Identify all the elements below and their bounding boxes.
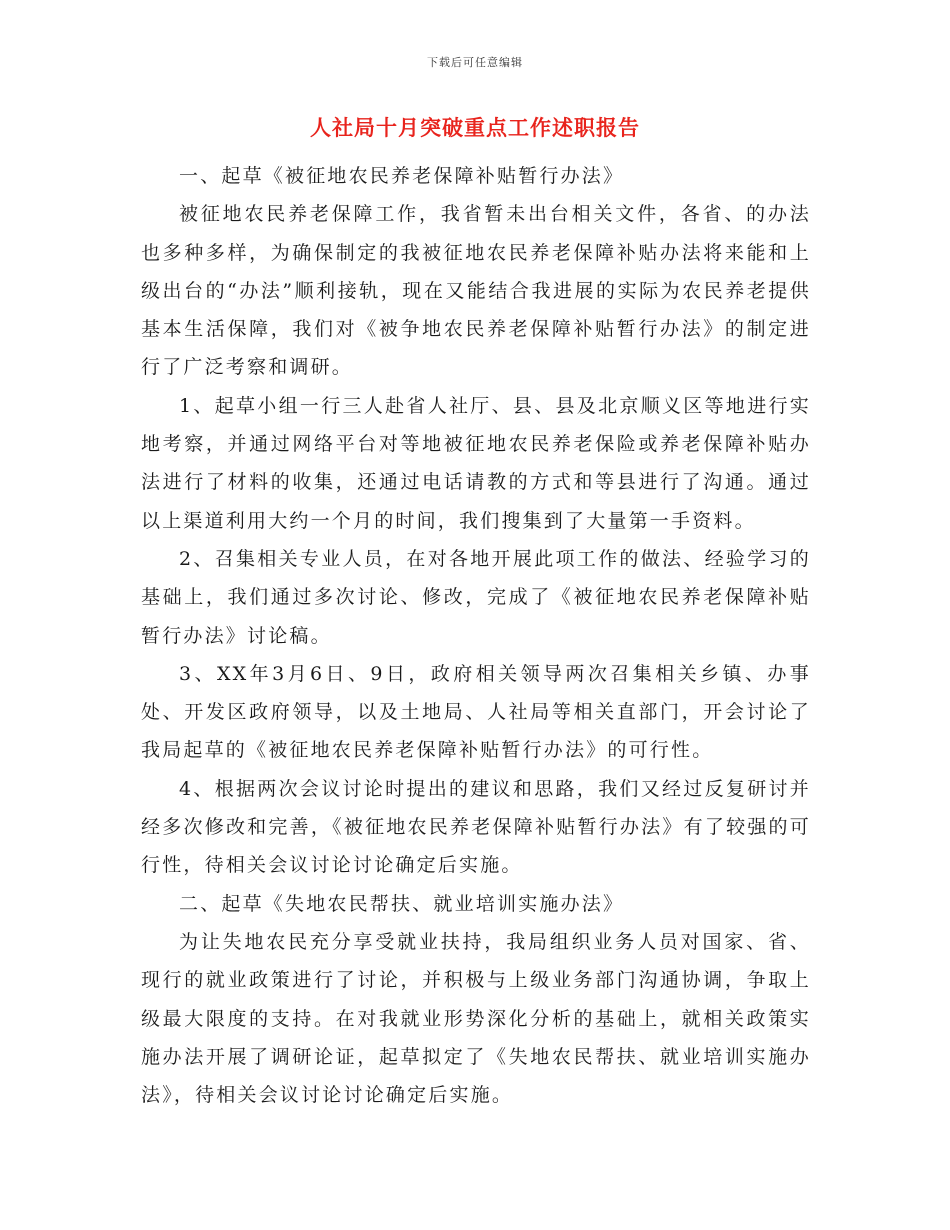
section-heading-2: 二、起草《失地农民帮扶、就业培训实施办法》 [179, 892, 625, 915]
document-title: 人社局十月突破重点工作述职报告 [310, 115, 640, 140]
paragraph-item-1: 1、起草小组一行三人赴省人社厅、县、县及北京顺义区等地进行实地考察，并通过网络平台对等地被征地农民养老保险或养老保障补贴办法进行了材料的收集，还通过电话请教的方式和等县进行了沟通。通过以上渠道利用大约一个月的时间，我们搜集到了大量第一手资料。 [141, 394, 811, 532]
paragraph-item-3: 3、XX年3月6日、9日，政府相关领导两次召集相关乡镇、办事处、开发区政府领导，以及土地局、人社局等相关直部门，开会讨论了我局起草的《被征地农民养老保障补贴暂行办法》的可行性。 [141, 662, 811, 762]
paragraph: 为让失地农民充分享受就业扶持，我局组织业务人员对国家、省、现行的就业政策进行了讨论，并积极与上级业务部门沟通协调，争取上级最大限度的支持。在对我就业形势深化分析的基础上，就相关政策实施办法开展了调研论证，起草拟定了《失地农民帮扶、就业培训实施办法》，待相关会议讨论讨论确定后实施。 [141, 930, 811, 1107]
paragraph-item-4: 4、根据两次会议讨论时提出的建议和思路，我们又经过反复研讨并经多次修改和完善，《被征地农民养老保障补贴暂行办法》有了较强的可行性，待相关会议讨论讨论确定后实施。 [141, 777, 811, 877]
section-heading-1: 一、起草《被征地农民养老保障补贴暂行办法》 [179, 165, 625, 187]
paragraph-item-2: 2、召集相关专业人员，在对各地开展此项工作的做法、经验学习的基础上，我们通过多次讨论、修改，完成了《被征地农民养老保障补贴暂行办法》讨论稿。 [141, 547, 811, 647]
document-body [141, 157, 811, 1114]
header-note: 下载后可任意编辑 [427, 56, 523, 69]
paragraph: 被征地农民养老保障工作，我省暂未出台相关文件，各省、的办法也多种多样，为确保制定的我被征地农民养老保障补贴办法将来能和上级出台的“办法”顺利接轨，现在又能结合我进展的实际为农民养老提供基本生活保障，我们对《被争地农民养老保障补贴暂行办法》的制定进行了广泛考察和调研。 [141, 203, 811, 379]
